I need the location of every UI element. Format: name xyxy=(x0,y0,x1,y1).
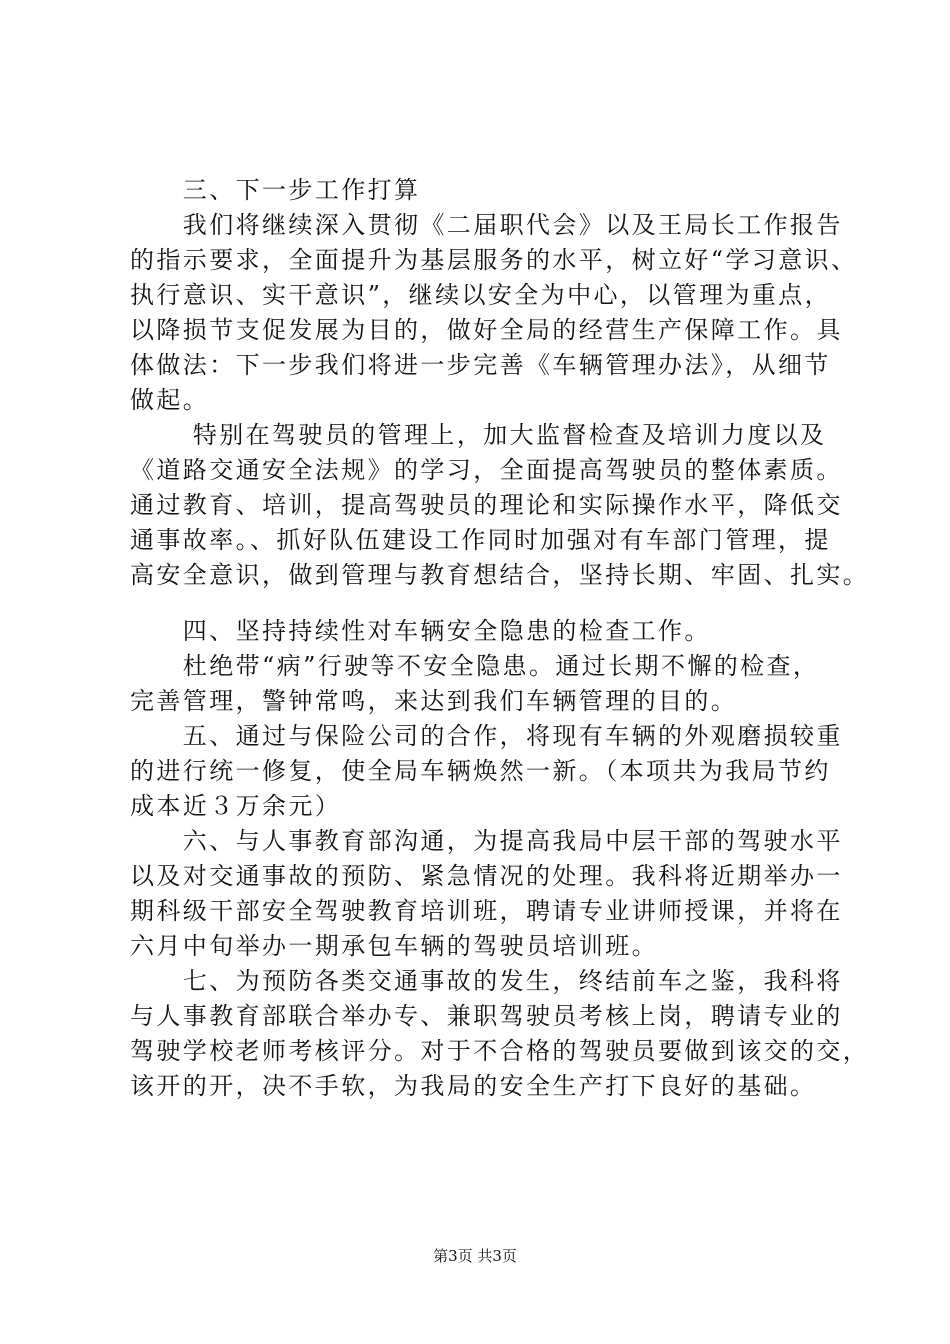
paragraph-line: 完善管理，警钟常鸣，来达到我们车辆管理的目的。 xyxy=(130,687,738,715)
paragraph-line: 体做法：下一步我们将进一步完善《车辆管理办法》，从细节 xyxy=(130,351,831,379)
paragraph-line: 通过教育、培训，提高驾驶员的理论和实际操作水平，降低交 xyxy=(130,491,843,519)
paragraph-line: 我们将继续深入贯彻《二届职代会》以及王局长工作报告 xyxy=(130,211,843,239)
paragraph-line: 特别在驾驶员的管理上，加大监督检查及培训力度以及 xyxy=(130,421,827,449)
paragraph-line: 杜绝带“病”行驶等不安全隐患。通过长期不懈的检查， xyxy=(130,652,820,680)
section-heading-3: 三、下一步工作打算 xyxy=(130,176,421,204)
section-heading-6: 六、与人事教育部沟通，为提高我局中层干部的驾驶水平 xyxy=(130,827,843,855)
section-heading-7: 七、为预防各类交通事故的发生，终结前车之鉴，我科将 xyxy=(130,967,843,995)
paragraph-line: 期科级干部安全驾驶教育培训班，聘请专业讲师授课，并将在 xyxy=(130,897,843,925)
paragraph-line: 成本近３万余元） xyxy=(130,792,342,820)
page-number-footer: 第3页 共3页 xyxy=(433,1247,517,1265)
paragraph-line: 通事故率。、抓好队伍建设工作同时加强对有车部门管理，提 xyxy=(130,526,831,554)
paragraph-line: 的进行统一修复，使全局车辆焕然一新。（本项共为我局节约 xyxy=(130,757,831,785)
paragraph-line: 执行意识、实干意识”，继续以安全为中心，以管理为重点， xyxy=(130,281,832,309)
paragraph-line: 六月中旬举办一期承包车辆的驾驶员培训班。 xyxy=(130,932,658,960)
paragraph-line: 以降损节支促发展为目的，做好全局的经营生产保障工作。具 xyxy=(130,316,843,344)
paragraph-line: 《道路交通安全法规》的学习，全面提高驾驶员的整体素质。 xyxy=(130,456,843,484)
paragraph-line: 的指示要求，全面提升为基层服务的水平，树立好“学习意识、 xyxy=(130,246,858,274)
paragraph-line: 高安全意识，做到管理与教育想结合，坚持长期、牢固、扎实。 xyxy=(130,561,870,589)
section-heading-5: 五、通过与保险公司的合作，将现有车辆的外观磨损较重 xyxy=(130,722,843,750)
paragraph-line: 与人事教育部联合举办专、兼职驾驶员考核上岗，聘请专业的 xyxy=(130,1002,843,1030)
paragraph-line: 做起。 xyxy=(130,386,210,414)
section-heading-4: 四、坚持持续性对车辆安全隐患的检查工作。 xyxy=(130,617,711,645)
paragraph-line: 以及对交通事故的预防、紧急情况的处理。我科将近期举办一 xyxy=(130,862,843,890)
paragraph-line: 该开的开，决不手软，为我局的安全生产打下良好的基础。 xyxy=(130,1072,817,1100)
paragraph-line: 驾驶学校老师考核评分。对于不合格的驾驶员要做到该交的交， xyxy=(130,1037,870,1065)
